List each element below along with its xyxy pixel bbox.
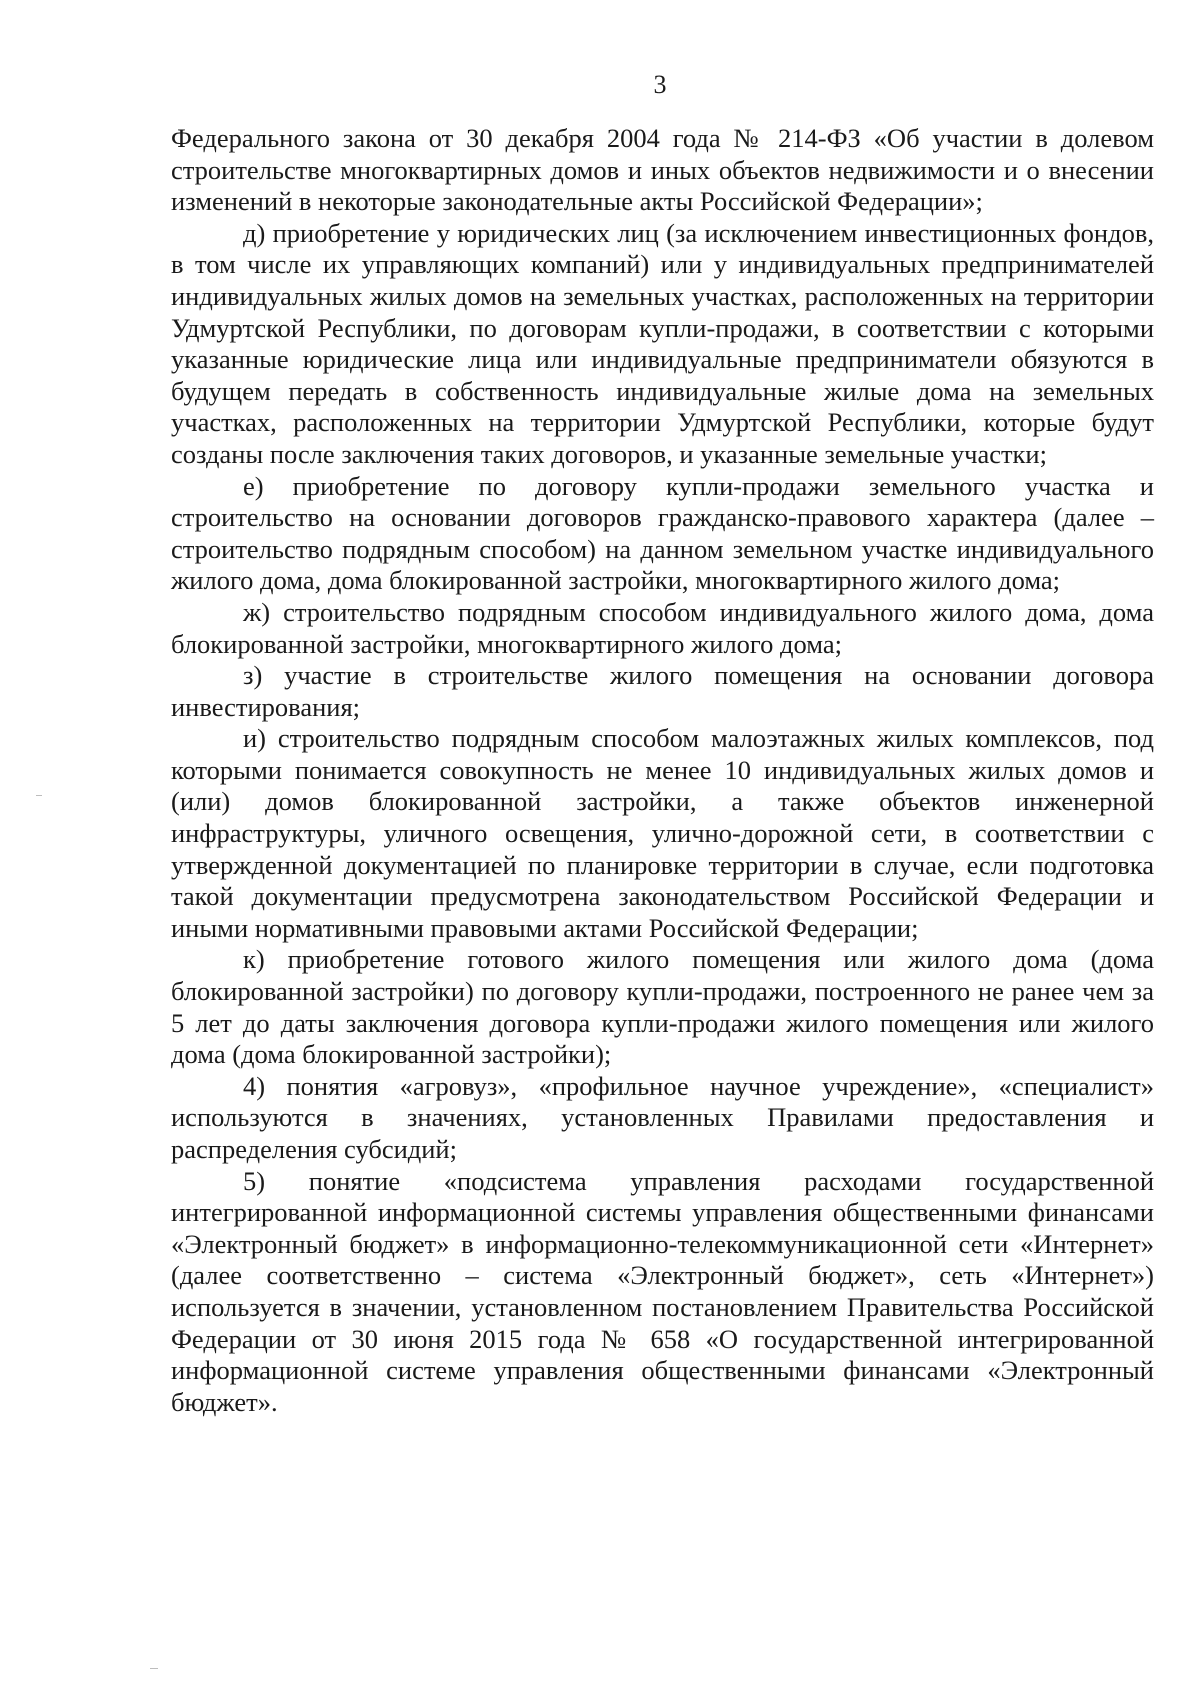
page-number: 3 [653,70,667,99]
scan-artifact-bottom [150,1668,158,1669]
paragraph-item-d: д) приобретение у юридических лиц (за исключением инвестиционных фондов, в том числе их управляющих компаний) или у индивидуальных предпринимателей индивидуальных жилых домов на земельных участках, расположенных на территории Удмуртской Республики, по договорам купли-продажи, в соответствии с которыми указанные юридические лица или индивидуальные предприниматели обязуются в будущем передать в собственность индивидуальные жилые дома на земельных участках, расположенных на территории Удмуртской Республики, которые будут созданы после заключения таких договоров, и указанные земельные участки; [171,217,1154,469]
paragraph-item-i: и) строительство подрядным способом малоэтажных жилых комплексов, под которыми понимается совокупность не менее 10 индивидуальных жилых домов и (или) домов блокированной застройки, а также объектов инженерной инфраструктуры, уличного освещения, улично-дорожной сети, в соответствии с утвержденной документацией по планировке территории в случае, если подготовка такой документации предусмотрена законодательством Российской Федерации и иными нормативными правовыми актами Российской Федерации; [171,723,1154,943]
paragraph-item-z: з) участие в строительстве жилого помещения на основании договора инвестирования; [171,660,1154,722]
paragraph-continuation: Федерального закона от 30 декабря 2004 года № 214-ФЗ «Об участии в долевом строительстве многоквартирных домов и иных объектов недвижимости и о внесении изменений в некоторые законодательные акты Российской Федерации»; [171,123,1154,217]
document-body [171,123,1154,1418]
scan-artifact-left [36,795,42,796]
paragraph-item-zh: ж) строительство подрядным способом индивидуального жилого дома, дома блокированной застройки, многоквартирного жилого дома; [171,596,1154,659]
paragraph-item-4: 4) понятия «агровуз», «профильное научное учреждение», «специалист» используются в значениях, установленных Правилами предоставления и распределения субсидий; [171,1070,1154,1164]
paragraph-item-e: е) приобретение по договору купли-продажи земельного участка и строительство на основании договоров гражданско-правового характера (далее – строительство подрядным способом) на данном земельном участке индивидуального жилого дома, дома блокированной застройки, многоквартирного жилого дома; [171,470,1154,596]
paragraph-item-k: к) приобретение готового жилого помещения или жилого дома (дома блокированной застройки) по договору купли-продажи, построенного не ранее чем за 5 лет до даты заключения договора купли-продажи жилого помещения или жилого дома (дома блокированной застройки); [171,944,1154,1070]
paragraph-item-5: 5) понятие «подсистема управления расходами государственной интегрированной информационной системы управления общественными финансами «Электронный бюджет» в информационно-телекоммуникационной сети «Интернет» (далее соответственно – система «Электронный бюджет», сеть «Интернет») используется в значении, установленном постановлением Правительства Российской Федерации от 30 июня 2015 года № 658 «О государственной интегрированной информационной системе управления общественными финансами «Электронный бюджет». [171,1165,1154,1417]
